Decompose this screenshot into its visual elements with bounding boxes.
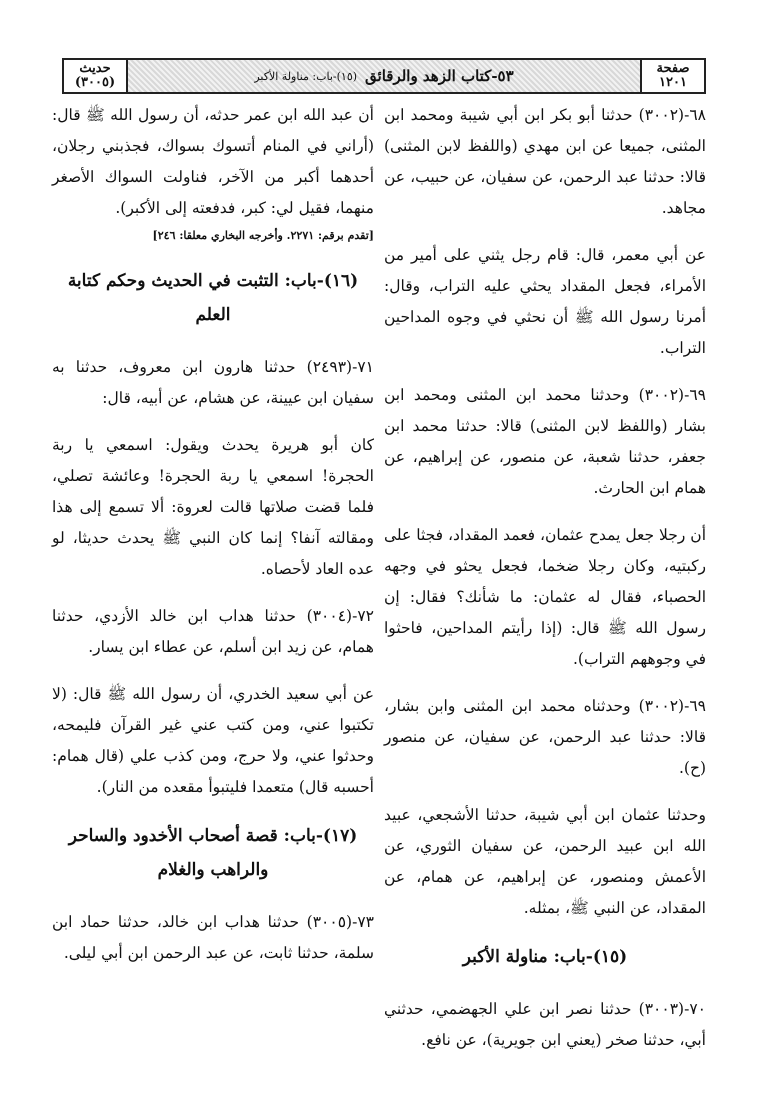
- hadith-70-isnad: ٧٠-(٣٠٠٣) حدثنا نصر ابن علي الجهضمي، حدثني أبي، حدثنا صخر (يعني ابن جويرية)، عن نافع.: [384, 1000, 706, 1049]
- right-column: [384, 100, 706, 1072]
- hadith-72-isnad: ٧٢-(٣٠٠٤) حدثنا هداب ابن خالد الأزدي، حدثنا همام، عن زيد ابن أسلم، عن عطاء ابن يسار.: [52, 607, 374, 656]
- page-number: ١٢٠١: [659, 75, 687, 90]
- hadith-number-box: [64, 60, 128, 92]
- hadith-71-isnad: ٧١-(٢٤٩٣) حدثنا هارون ابن معروف، حدثنا به سفيان ابن عيينة، عن هشام، عن أبيه، قال:: [52, 358, 374, 407]
- page-number-box: [640, 60, 704, 92]
- page-label: صفحة: [656, 61, 690, 76]
- hadith-68-text: عن أبي معمر، قال: قام رجل يثني على أمير من الأمراء، فجعل المقداد يحثي عليه التراب، وقال: أمرنا رسول الله ﷺ أن نحثي في وجوه المداحين التراب.: [384, 246, 706, 357]
- header-title-band: [128, 60, 640, 92]
- hadith-label: حديث: [79, 61, 111, 76]
- hadith-69b-alt-isnad: وحدثنا عثمان ابن أبي شيبة، حدثنا الأشجعي، عبيد الله ابن عبيد الرحمن، عن سفيان الثوري، عن الأعمش ومنصور، عن إبراهيم، عن همام، عن المقداد، عن النبي ﷺ، بمثله.: [384, 806, 706, 917]
- chapter-heading-16: (١٦)-باب: التثبت في الحديث وحكم كتابة العلم: [67, 271, 359, 325]
- hadith-72-text: عن أبي سعيد الخدري، أن رسول الله ﷺ قال: (لا تكتبوا عني، ومن كتب عني غير القرآن فليمحه، وحدثوا عني، ولا حرج، ومن كذب علي (قال همام: أحسبه قال) متعمدا فليتبوأ مقعده من النار).: [52, 685, 374, 796]
- hadith-68-isnad: ٦٨-(٣٠٠٢) حدثنا أبو بكر ابن أبي شيبة ومحمد ابن المثنى، جميعا عن ابن مهدي (واللفظ لابن المثنى) قالا: حدثنا عبد الرحمن، عن سفيان، عن حبيب، عن مجاهد.: [384, 106, 706, 217]
- hadith-71-text: كان أبو هريرة يحدث ويقول: اسمعي يا ربة الحجرة! اسمعي يا ربة الحجرة! وعائشة تصلي، فلما قضت صلاتها قالت لعروة: ألا تسمع إلى هذا ومقالته آنفا؟ إنما كان النبي ﷺ يحدث حديثا، لو عده العاد لأحصاه.: [52, 436, 374, 578]
- left-column: [52, 100, 374, 985]
- hadith-69-isnad: ٦٩-(٣٠٠٢) وحدثنا محمد ابن المثنى ومحمد ابن بشار (واللفظ لابن المثنى) قالا: حدثنا محمد ابن جعفر، حدثنا شعبة، عن منصور، عن إبراهيم، عن همام ابن الحارث.: [384, 386, 706, 497]
- hadith-69-text: أن رجلا جعل يمدح عثمان، فعمد المقداد، فجثا على ركبتيه، وكان رجلا ضخما، فجعل يحثو في وجهه الحصباء، فقال له عثمان: ما شأنك؟ فقال: إن رسول الله ﷺ قال: (إذا رأيتم المداحين، فاحثوا في وجوههم التراب).: [384, 526, 706, 668]
- hadith-70-text: أن عبد الله ابن عمر حدثه، أن رسول الله ﷺ قال: (أراني في المنام أتسوك بسواك، فجذبني رجلان، أحدهما أكبر من الآخر، فناولت السواك الأصغر منهما، فقيل لي: كبر، فدفعته إلى الأكبر).: [52, 106, 374, 217]
- chapter-heading-15: (١٥)-باب: مناولة الأكبر: [462, 947, 628, 967]
- hadith-range: (٣٠٠٥): [74, 75, 116, 90]
- chapter-reference: (١٥)-باب: مناولة الأكبر: [254, 69, 358, 83]
- hadith-69b-isnad: ٦٩-(٣٠٠٢) وحدثناه محمد ابن المثنى وابن بشار، قالا: حدثنا عبد الرحمن، عن سفيان، عن منصور (ح).: [384, 697, 706, 777]
- cross-reference-note: [تقدم برقم: ٢٢٧١. وأخرجه البخاري معلقا: ٢٤٦]: [152, 229, 374, 242]
- book-title: ٥٣-كتاب الزهد والرقائق: [365, 67, 514, 85]
- chapter-heading-17: (١٧)-باب: قصة أصحاب الأخدود والساحر والراهب والغلام: [68, 826, 358, 880]
- hadith-73-isnad: ٧٣-(٣٠٠٥) حدثنا هداب ابن خالد، حدثنا حماد ابن سلمة، حدثنا ثابت، عن عبد الرحمن ابن أبي ليلى.: [52, 913, 374, 962]
- page-header: [62, 58, 706, 94]
